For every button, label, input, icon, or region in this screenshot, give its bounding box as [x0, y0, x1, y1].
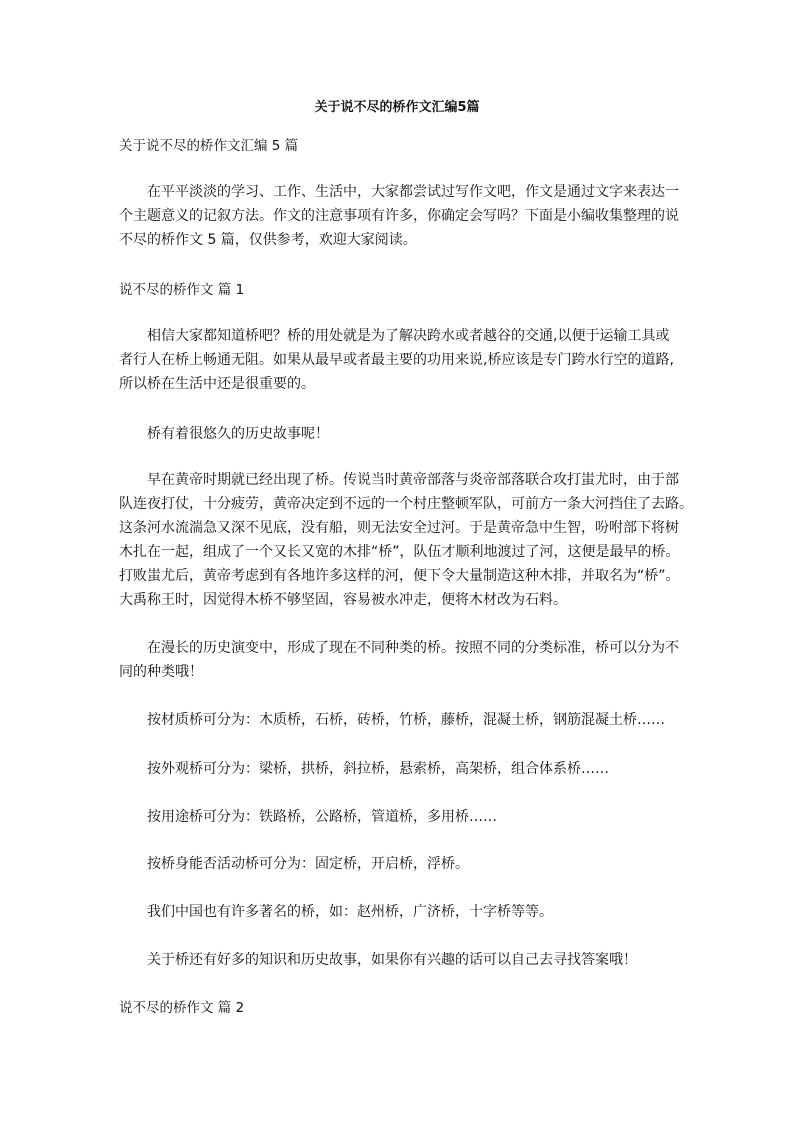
paragraph-line: 大禹称王时，因觉得木桥不够坚固，容易被水冲走，便将木材改为石料。: [119, 592, 567, 608]
intro-line: 不尽的桥作文 5 篇，仅供参考，欢迎大家阅读。: [119, 232, 417, 248]
section-heading-2: 说不尽的桥作文 篇 2: [119, 1000, 245, 1016]
paragraph-8: 按桥身能否活动桥可分为：固定桥，开启桥，浮桥。: [147, 856, 469, 872]
intro-line: 在平平淡淡的学习、工作、生活中，大家都尝试过写作文吧，作文是通过文字来表达一: [147, 184, 679, 200]
paragraph-3: [119, 468, 693, 612]
paragraph-line: 相信大家都知道桥吧？桥的用处就是为了解决跨水或者越谷的交通,以便于运输工具或: [147, 328, 670, 344]
section-heading-1: 说不尽的桥作文 篇 1: [119, 282, 245, 298]
paragraph-line: 这条河水流湍急又深不见底，没有船，则无法安全过河。于是黄帝急中生智，吩咐部下将树: [119, 520, 679, 536]
paragraph-line: 木扎在一起，组成了一个又长又宽的木排“桥”，队伍才顺利地渡过了河，这便是最早的桥。: [119, 544, 680, 560]
paragraph-2: 桥有着很悠久的历史故事呢！: [147, 426, 329, 442]
paragraph-line: 者行人在桥上畅通无阻。如果从最早或者最主要的功用来说,桥应该是专门跨水行空的道路,: [119, 352, 674, 368]
paragraph-10: 关于桥还有好多的知识和历史故事，如果你有兴趣的话可以自己去寻找答案哦！: [147, 952, 637, 968]
paragraph-5: 按材质桥可分为：木质桥，石桥，砖桥，竹桥，藤桥，混凝土桥，钢筋混凝土桥……: [147, 712, 665, 728]
paragraph-4: [119, 636, 677, 684]
page-title: 关于说不尽的桥作文汇编5篇: [314, 100, 480, 115]
paragraph-line: 早在黄帝时期就已经出现了桥。传说当时黄帝部落与炎帝部落联合攻打蚩尤时，由于部: [147, 472, 679, 488]
paragraph-line: 同的种类哦！: [119, 664, 203, 680]
paragraph-6: 按外观桥可分为：梁桥，拱桥，斜拉桥，悬索桥，高架桥，组合体系桥……: [147, 761, 609, 777]
paragraph-1: [119, 324, 677, 396]
document-subtitle: 关于说不尽的桥作文汇编 5 篇: [119, 138, 299, 154]
paragraph-line: 打败蚩尤后，黄帝考虑到有各地许多这样的河，便下令大量制造这种木排，并取名为“桥”。: [119, 568, 680, 584]
paragraph-line: 队连夜打仗，十分疲劳，黄帝决定到不远的一个村庄整顿军队，可前方一条大河挡住了去路。: [119, 496, 693, 512]
paragraph-line: 在漫长的历史演变中，形成了现在不同种类的桥。按照不同的分类标准，桥可以分为不: [147, 640, 679, 656]
paragraph-9: 我们中国也有许多著名的桥，如：赵州桥，广济桥，十字桥等等。: [147, 904, 553, 920]
paragraph-line: 所以桥在生活中还是很重要的。: [119, 376, 315, 392]
intro-paragraph: [119, 180, 677, 252]
paragraph-7: 按用途桥可分为：铁路桥，公路桥，管道桥，多用桥……: [147, 809, 497, 825]
intro-line: 个主题意义的记叙方法。作文的注意事项有许多，你确定会写吗？下面是小编收集整理的说: [119, 208, 679, 224]
